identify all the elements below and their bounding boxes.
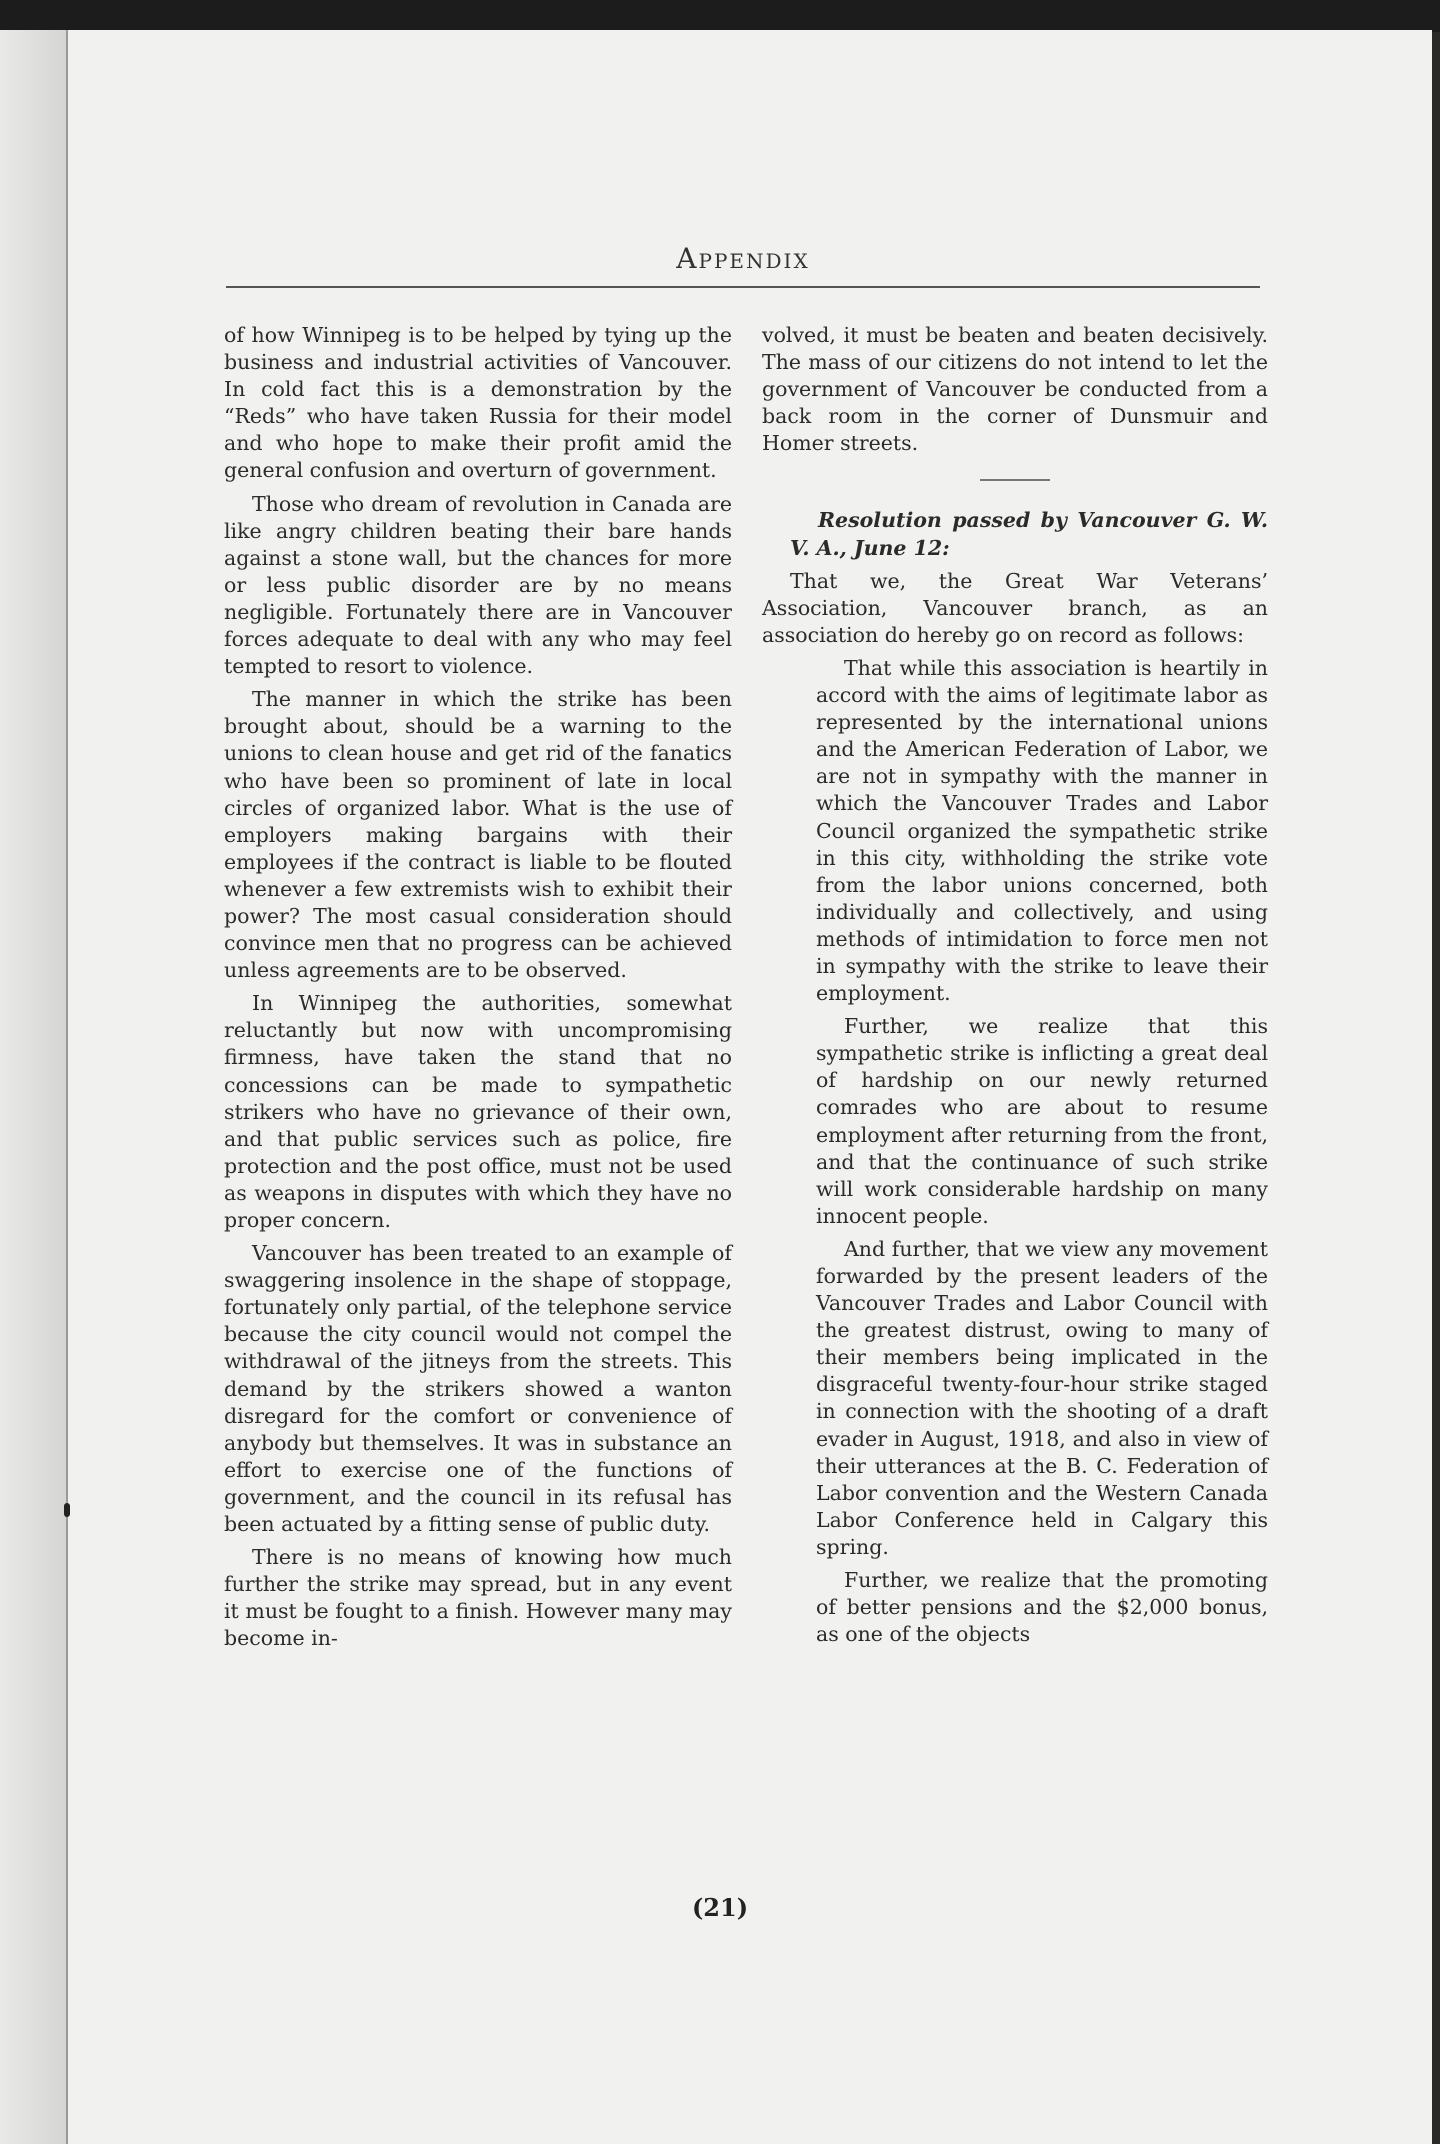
page-binding-shadow	[0, 30, 66, 2144]
binding-mark	[64, 1503, 70, 1517]
right-column	[762, 322, 1268, 1654]
paragraph: Further, we realize that the promoting of better pensions and the $2,000 bonus, as one of the objects	[816, 1568, 1268, 1647]
paragraph: The manner in which the strike has been brought about, should be a warning to the unions to clean house and get rid of the fanatics who have been so prominent of late in local circles of organized labor. What is the use of employers making bargains with their employees if the contract is liable to be flouted whenever a few extremists wish to exhibit their power? The most casual consideration should convince men that no progress can be achieved unless agreements are to be observed.	[224, 687, 732, 983]
paragraph: There is no means of knowing how much further the strike may spread, but in any event it must be fought to a finish. However many may become in-	[224, 1545, 732, 1651]
page-number: (21)	[691, 1893, 749, 1922]
paragraph: Those who dream of revolution in Canada are like angry children beating their bare hands against a stone wall, but the chances for more or less public disorder are by no means negligible. Fortunately there are in Vancouver forces adequate to deal with any who may feel tempted to resort to violence.	[224, 491, 732, 679]
paragraph: Further, we realize that this sympathetic strike is inflicting a great deal of hardship on our newly returned comrades who are about to resume employment after returning from the front, and that the continuance of such strike will work considerable hardship on many innocent people.	[816, 1014, 1268, 1228]
paragraph: of how Winnipeg is to be helped by tying up the business and industrial activities of Vancouver. In cold fact this is a demonstration by the “Reds” who have taken Russia for their model and who hope to make their profit amid the general confusion and overturn of government.	[224, 323, 732, 483]
scan-top-border	[0, 0, 1440, 32]
paragraph: That while this association is heartily in accord with the aims of legitimate labor as represented by the international unions and the American Federation of Labor, we are not in sympathy with the manner in which the Vancouver Trades and Labor Council organized the sympathetic strike in this city, withholding the strike vote from the labor unions concerned, both individually and collectively, and using methods of intimidation to force men not in sympathy with the strike to leave their employment.	[816, 655, 1268, 1006]
paragraph: volved, it must be beaten and beaten decisively. The mass of our citizens do not intend to let the government of Vancouver be conducted from a back room in the corner of Dunsmuir and Homer streets.	[762, 323, 1268, 456]
paragraph: And further, that we view any movement forwarded by the present leaders of the Vancouver Trades and Labor Council with the greatest distrust, owing to many of their members being implicated in the disgraceful twenty-four-hour strike staged in connection with the shooting of a draft evader in August, 1918, and also in view of their utterances at the B. C. Federation of Labor convention and the Western Canada Labor Conference held in Calgary this spring.	[816, 1236, 1268, 1559]
resolution-heading: Resolution passed by Vancouver G. W. V. A., June 12:	[790, 508, 1268, 560]
left-column	[224, 322, 732, 1659]
page-header: Appendix	[676, 242, 810, 275]
paragraph: Vancouver has been treated to an example of swaggering insolence in the shape of stoppage, fortunately only partial, of the telephone service because the city council would not compel the withdrawal of the jitneys from the streets. This demand by the strikers showed a wanton disregard for the comfort or convenience of anybody but themselves. It was in substance an effort to exercise one of the functions of government, and the council in its refusal has been actuated by a fitting sense of public duty.	[224, 1241, 732, 1537]
resolution-intro: That we, the Great War Veterans’ Association, Vancouver branch, as an association do hereby go on record as follows:	[762, 568, 1268, 647]
resolution-text	[762, 655, 1268, 1648]
paragraph: In Winnipeg the authorities, somewhat reluctantly but now with uncompromising firmness, have taken the stand that no concessions can be made to sympathetic strikers who have no grievance of their own, and that public services such as police, fire protection and the post office, must not be used as weapons in disputes with which they have no proper concern.	[224, 991, 732, 1232]
header-rule	[226, 286, 1260, 288]
section-divider	[980, 479, 1050, 481]
